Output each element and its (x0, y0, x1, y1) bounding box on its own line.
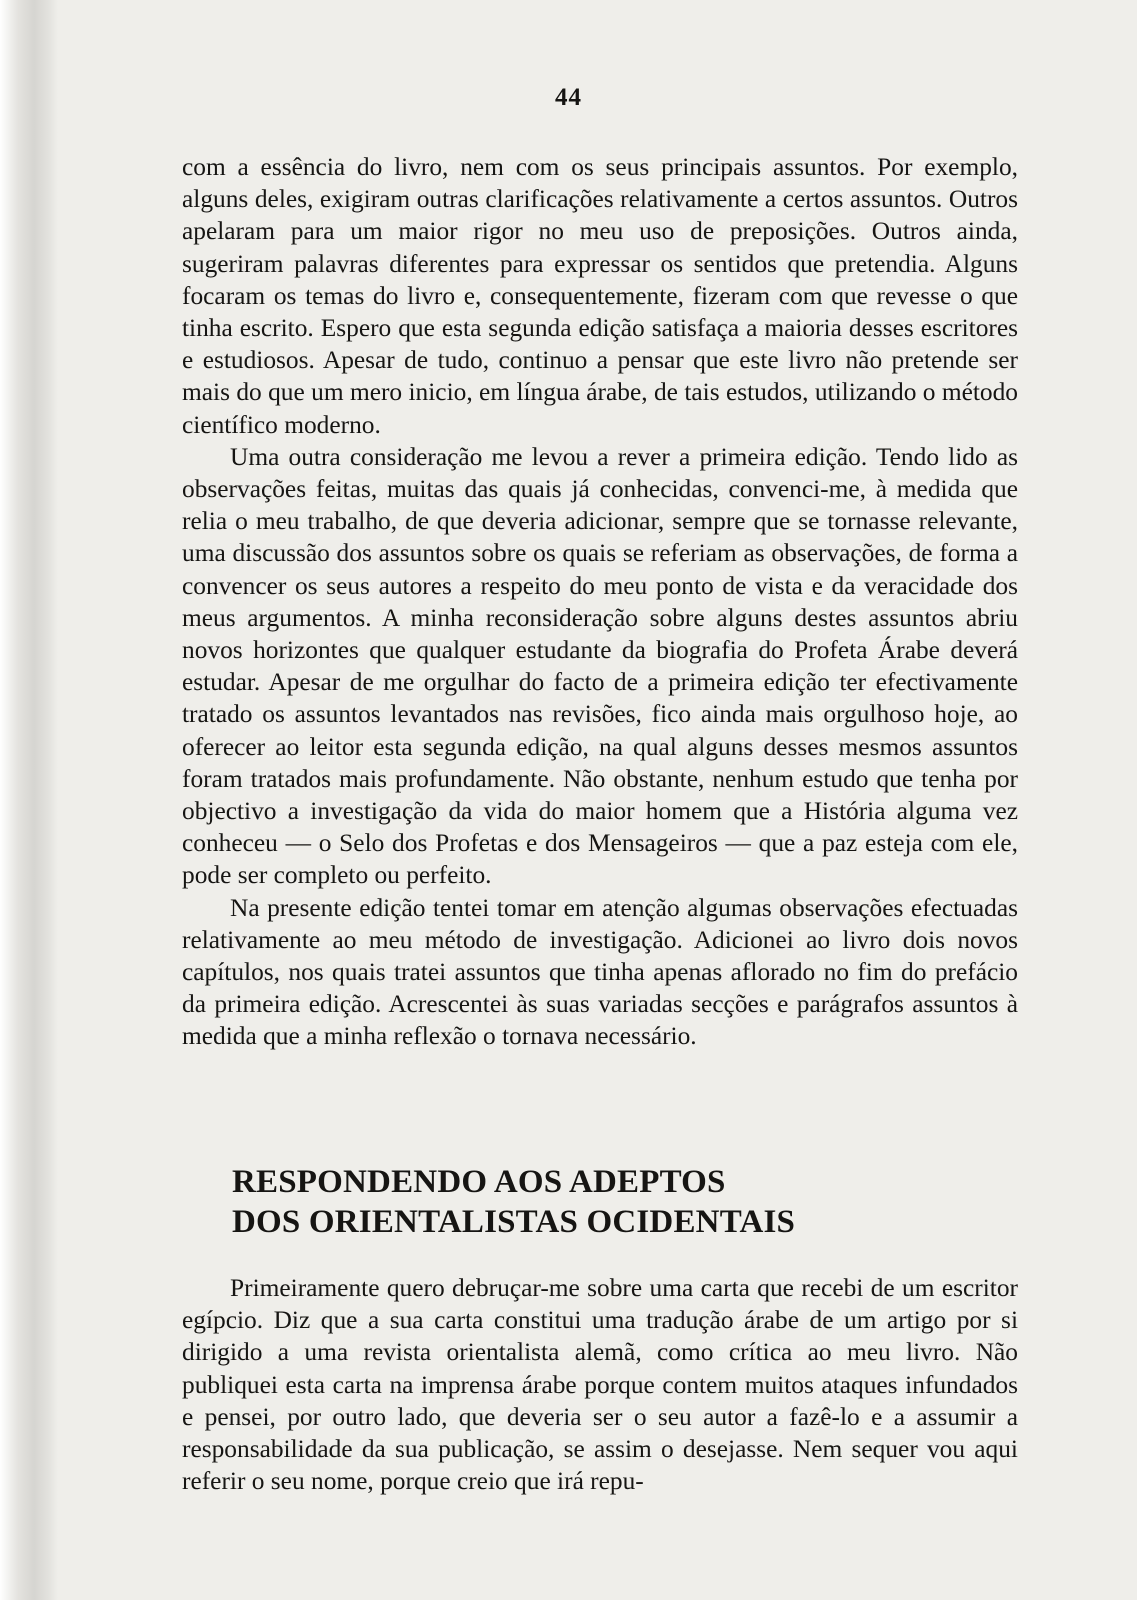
paragraph-present-edition: Na presente edição tentei tomar em atenção algumas observações efectuadas relativamente ao meu método de investigação. Adicionei ao livro dois novos capítulos, nos quais tratei assuntos que tinha apenas aflorado no fim do prefácio da primeira edição. Acrescentei às suas variadas secções e parágrafos assuntos à medida que a minha reflexão o tornava necessário. (182, 893, 1018, 1051)
section-heading (232, 1162, 992, 1242)
paragraph-continued: com a essência do livro, nem com os seus principais assuntos. Por exemplo, alguns deles, exigiram outras clarificações relativamente a certos assuntos. Outros apelaram para um maior rigor no meu uso de preposições. Outros ainda, sugeriram palavras diferentes para expressar os sentidos que pretendia. Alguns focaram os temas do livro e, consequentemente, fizeram com que revesse o que tinha escrito. Espero que esta segunda edição satisfaça a maioria desses escritores e estudiosos. Apesar de tudo, continuo a pensar que este livro não pretende ser mais do que um mero inicio, em língua árabe, de tais estudos, utilizando o método científico moderno. (182, 153, 1018, 439)
section-heading-line-1: RESPONDENDO AOS ADEPTOS (232, 1164, 726, 1200)
body-text-bottom (182, 1272, 1018, 1497)
body-text-top (182, 151, 1018, 1053)
page-binding-shadow (0, 0, 58, 1600)
paragraph-egyptian-letter: Primeiramente quero debruçar-me sobre uma carta que recebi de um escritor egípcio. Diz que a sua carta constitui uma tradução árabe de um artigo por si dirigido a uma revista orientalista alemã, como crítica ao meu livro. Não publiquei esta carta na imprensa árabe porque contem muitos ataques infundados e pensei, por outro lado, que deveria ser o seu autor a fazê-lo e a assumir a responsabilidade da sua publicação, se assim o desejasse. Nem sequer vou aqui referir o seu nome, porque creio que irá repu- (182, 1274, 1018, 1496)
paragraph-revision-reason: Uma outra consideração me levou a rever a primeira edição. Tendo lido as observações feitas, muitas das quais já conhecidas, convenci-me, à medida que relia o meu trabalho, de que deveria adicionar, sempre que se tornasse relevante, uma discussão dos assuntos sobre os quais se referiam as observações, de forma a convencer os seus autores a respeito do meu ponto de vista e da veracidade dos meus argumentos. A minha reconsideração sobre alguns destes assuntos abriu novos horizontes que qualquer estudante da biografia do Profeta Árabe deverá estudar. Apesar de me orgulhar do facto de a primeira edição ter efectivamente tratado os assuntos levantados nas revisões, fico ainda mais orgulhoso hoje, ao oferecer ao leitor esta segunda edição, na qual alguns desses mesmos assuntos foram tratados mais profundamente. Não obstante, nenhum estudo que tenha por objectivo a investigação da vida do maior homem que a História alguma vez conheceu — o Selo dos Profetas e dos Mensageiros — que a paz esteja com ele, pode ser completo ou perfeito. (182, 442, 1018, 890)
page-number: 44 (555, 84, 582, 111)
section-heading-line-2: DOS ORIENTALISTAS OCIDENTAIS (232, 1204, 796, 1240)
